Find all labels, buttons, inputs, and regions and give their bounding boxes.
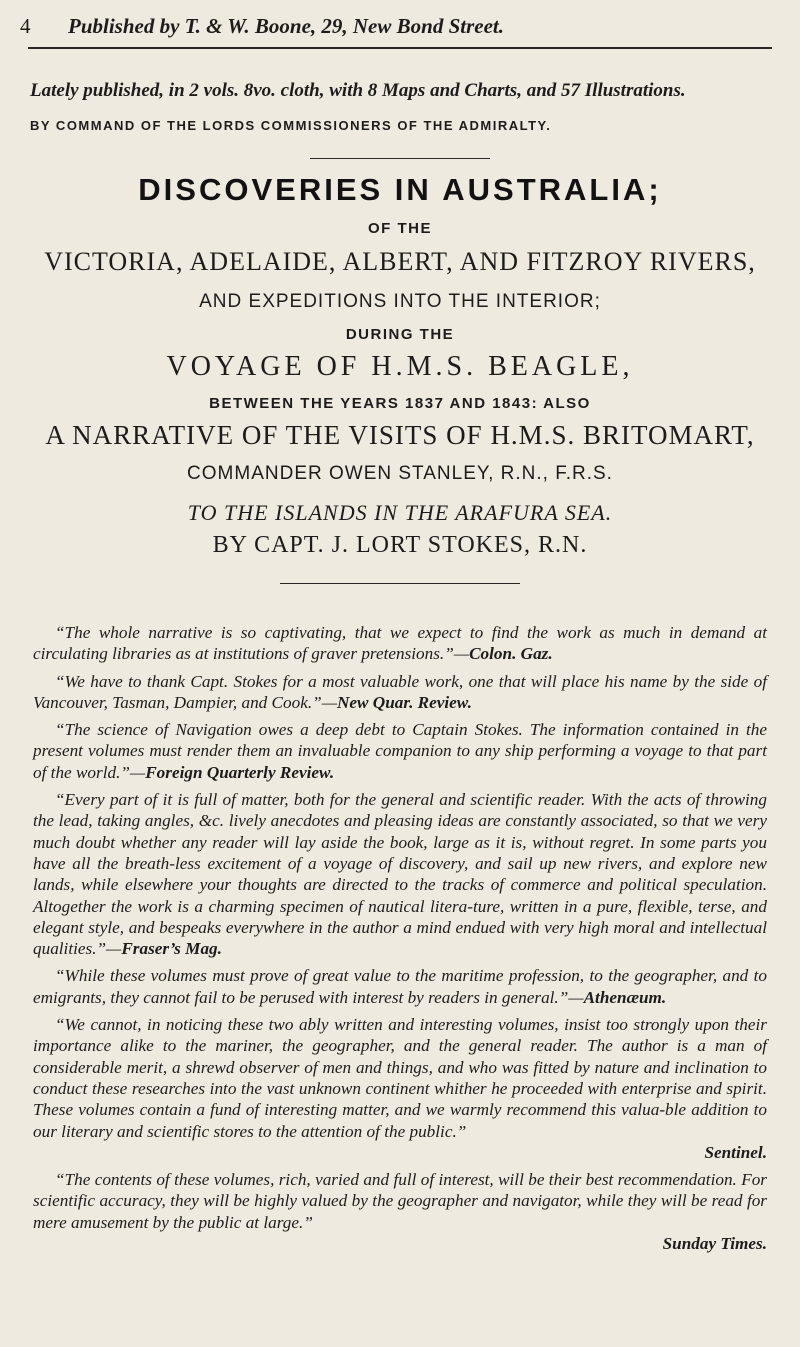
- page-header: [20, 14, 780, 39]
- title-line-rivers: VICTORIA, ADELAIDE, ALBERT, AND FITZROY RIVERS,: [44, 247, 756, 276]
- title-line-of-the: OF THE: [368, 220, 432, 237]
- lately-published-line: Lately published, in 2 vols. 8vo. cloth, with 8 Maps and Charts, and 57 Illustrations.: [30, 80, 686, 101]
- title-line-years: BETWEEN THE YEARS 1837 AND 1843: ALSO: [209, 395, 591, 412]
- title-line-during-the: DURING THE: [345, 326, 455, 343]
- review-colon-gaz: “The whole narrative is so captivating, that we expect to find the work as much in demand at circulating libraries as at institutions of graver pretensions.”—Colon. Gaz.: [33, 623, 767, 664]
- title-divider-top: [310, 158, 490, 159]
- author-line: BY CAPT. J. LORT STOKES, R.N.: [212, 532, 588, 558]
- title-line-voyage: VOYAGE OF H.M.S. BEAGLE,: [166, 351, 634, 382]
- publisher-imprint: Published by T. & W. Boone, 29, New Bond Street.: [68, 14, 504, 38]
- press-reviews: [33, 622, 767, 1260]
- review-new-quar: “We have to thank Capt. Stokes for a most valuable work, one that will place his name by the side of Vancouver, Tasman, Dampier, and Cook.”—New Quar. Review.: [33, 671, 767, 712]
- book-title: DISCOVERIES IN AUSTRALIA;: [138, 172, 662, 207]
- review-sentinel: “We cannot, in noticing these two ably written and interesting volumes, insist too strongly upon their importance alike to the mariner, the geographer, and the general reader. The author is a man of considerable merit, a shrewd observer of men and things, and who was fitted by nature and inclination to conduct these researches into the vast unknown continent whither he proceeded with enterprise and spirit. These volumes contain a fund of interesting matter, and we warmly recommend this valua-ble addition to our literary and scientific stores to the attention of the public.” Sentinel.: [33, 1015, 767, 1162]
- review-frasers-mag: “Every part of it is full of matter, both for the general and scientific reader. With the acts of throwing the lead, taking angles, &c. lively anecdotes and pleasing ideas are constantly associated, so that we very much doubt whether any reader will lay aside the book, large as it is, without regret. In some parts you have all the breath-less excitement of a voyage of discovery, and sail up new rivers, and explore new lands, while elsewhere your thoughts are directed to the tracks of commerce and political speculation. Altogether the work is a charming specimen of nautical litera-ture, written in a pure, flexible, terse, and elegant style, and bespeaks everywhere in the author a mind endued with very high moral and intellectual qualities.”—Fraser’s Mag.: [33, 790, 767, 959]
- title-line-expeditions: AND EXPEDITIONS INTO THE INTERIOR;: [199, 291, 601, 312]
- review-athenaeum: “While these volumes must prove of great value to the maritime profession, to the geographer, and to emigrants, they cannot fail to be perused with interest by readers in general.”—Athenæum.: [33, 966, 767, 1007]
- title-divider-bottom: [280, 583, 520, 584]
- title-line-arafura: TO THE ISLANDS IN THE ARAFURA SEA.: [187, 500, 613, 525]
- admiralty-command-line: BY COMMAND OF THE LORDS COMMISSIONERS OF THE ADMIRALTY.: [30, 118, 552, 133]
- review-foreign-quarterly: “The science of Navigation owes a deep debt to Captain Stokes. The information contained in the present volumes must render them an invaluable companion to any ship performing a voyage to that part of the world.”—Foreign Quarterly Review.: [33, 720, 767, 782]
- title-line-commander: COMMANDER OWEN STANLEY, R.N., F.R.S.: [187, 463, 613, 484]
- title-line-narrative: A NARRATIVE OF THE VISITS OF H.M.S. BRITOMART,: [45, 420, 755, 450]
- review-sunday-times: “The contents of these volumes, rich, varied and full of interest, will be their best recommendation. For scientific accuracy, they will be highly valued by the geographer and navigator, while they will be read for mere amusement by the public at large.” Sunday Times.: [33, 1170, 767, 1254]
- header-rule: [28, 47, 772, 49]
- page-number: 4: [20, 14, 31, 38]
